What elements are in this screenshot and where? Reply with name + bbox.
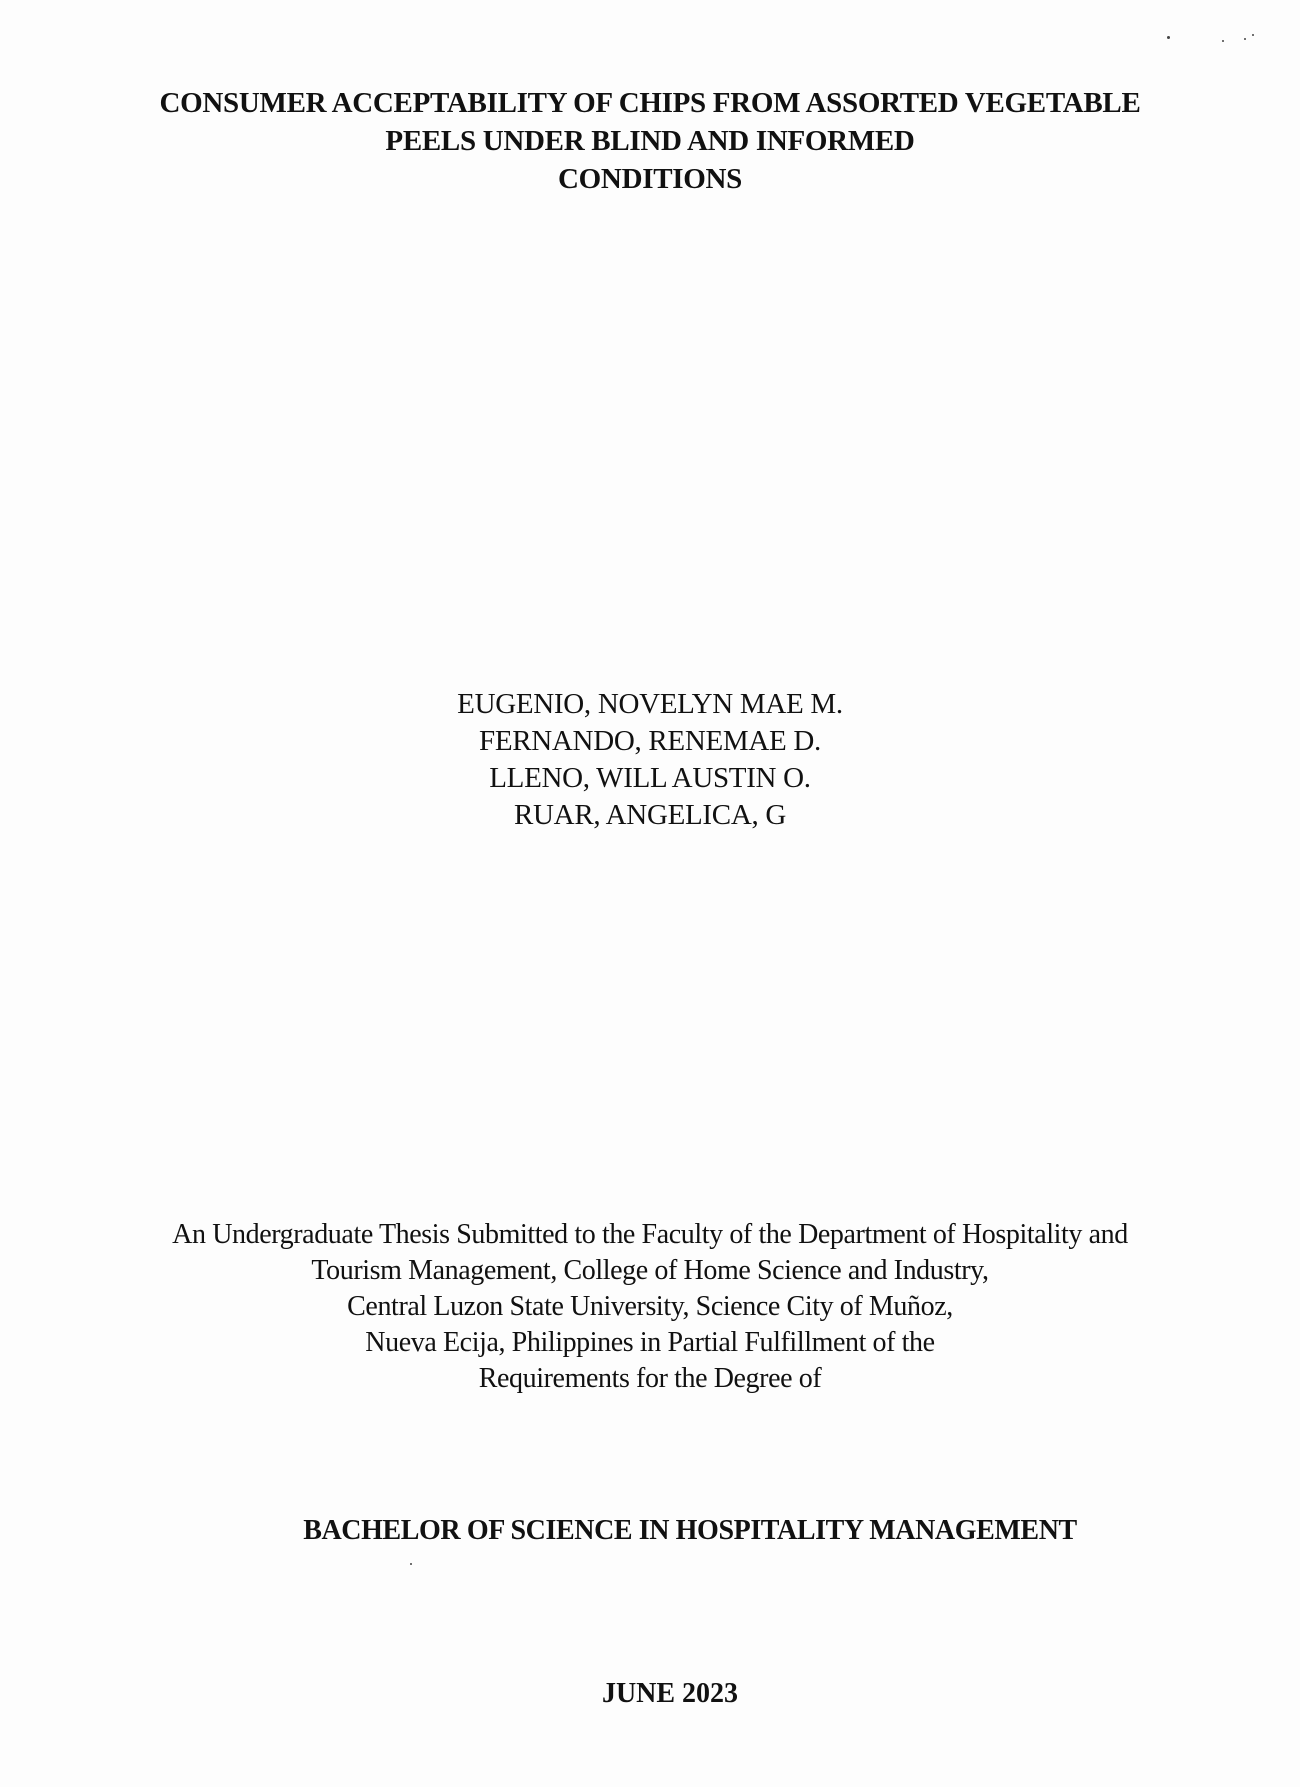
- thesis-title: [0, 84, 1300, 198]
- statement-line: Nueva Ecija, Philippines in Partial Fulfillment of the: [365, 1327, 935, 1358]
- scan-speck: [1167, 36, 1170, 39]
- thesis-title-line: CONSUMER ACCEPTABILITY OF CHIPS FROM ASSORTED VEGETABLE: [159, 87, 1141, 119]
- author-name: FERNANDO, RENEMAE D.: [478, 725, 821, 757]
- scan-speck: [1252, 34, 1254, 36]
- submission-statement: [0, 1217, 1300, 1397]
- submission-date: JUNE 2023: [601, 1678, 739, 1709]
- author-name: LLENO, WILL AUSTIN O.: [489, 762, 811, 794]
- statement-line: Tourism Management, College of Home Science and Industry,: [311, 1255, 989, 1286]
- thesis-title-line: CONDITIONS: [558, 163, 742, 195]
- statement-line: An Undergraduate Thesis Submitted to the Faculty of the Department of Hospitality and: [172, 1219, 1128, 1250]
- scan-speck: [410, 1563, 412, 1565]
- scan-speck: [1244, 38, 1246, 40]
- author-name: RUAR, ANGELICA, G: [513, 799, 786, 831]
- statement-line: Requirements for the Degree of: [478, 1363, 822, 1394]
- thesis-title-line: PEELS UNDER BLIND AND INFORMED: [385, 125, 915, 157]
- degree-title: BACHELOR OF SCIENCE IN HOSPITALITY MANAGEMENT: [303, 1515, 1077, 1546]
- statement-line: Central Luzon State University, Science City of Muñoz,: [347, 1291, 953, 1322]
- author-list: [0, 686, 1300, 834]
- author-name: EUGENIO, NOVELYN MAE M.: [457, 688, 843, 720]
- scan-speck: [1222, 40, 1224, 42]
